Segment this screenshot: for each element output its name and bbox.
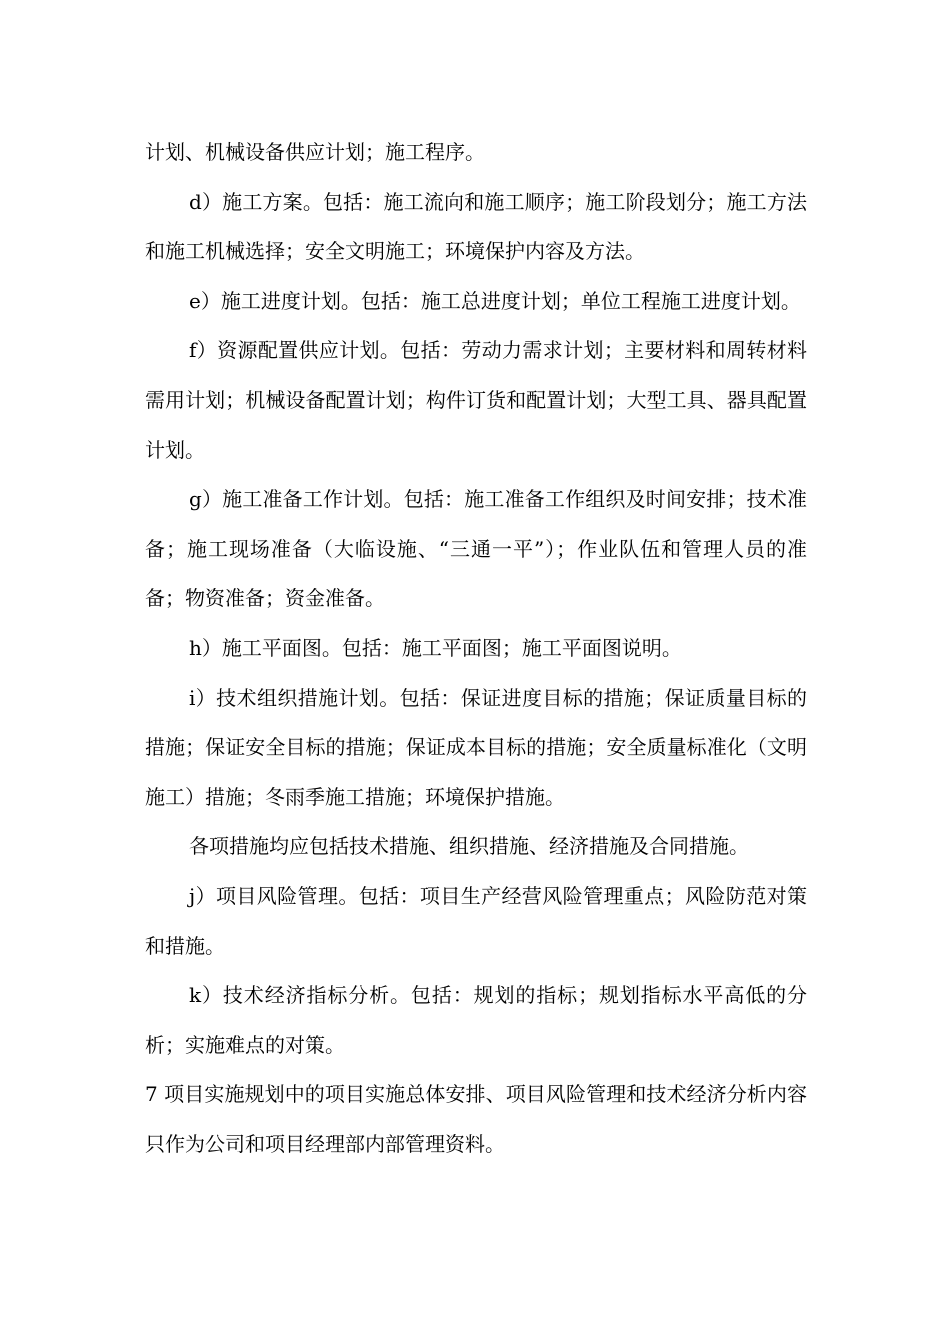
paragraph-item-k: k）技术经济指标分析。包括：规划的指标；规划指标水平高低的分析；实施难点的对策。: [145, 983, 807, 1057]
paragraph-item-e: e）施工进度计划。包括：施工总进度计划；单位工程施工进度计划。: [189, 288, 801, 313]
paragraph-item-d: d）施工方案。包括：施工流向和施工顺序；施工阶段划分；施工方法和施工机械选择；安全文明施工；环境保护内容及方法。: [145, 189, 807, 264]
paragraph-item-g: g）施工准备工作计划。包括：施工准备工作组织及时间安排；技术准备；施工现场准备（大临设施、“三通一平”）；作业队伍和管理人员的准备；物资准备；资金准备。: [145, 487, 807, 611]
paragraph-item-i: i）技术组织措施计划。包括：保证进度目标的措施；保证质量目标的措施；保证安全目标的措施；保证成本目标的措施；安全质量标准化（文明施工）措施；冬雨季施工措施；环境保护措施。: [145, 685, 807, 809]
paragraph-item-j: j）项目风险管理。包括：项目生产经营风险管理重点；风险防范对策和措施。: [145, 883, 807, 958]
paragraph-continuation: 计划、机械设备供应计划；施工程序。: [145, 140, 485, 164]
paragraph-item-f: f）资源配置供应计划。包括：劳动力需求计划；主要材料和周转材料需用计划；机械设备配置计划；构件订货和配置计划；大型工具、器具配置计划。: [145, 338, 807, 462]
paragraph-item-h: h）施工平面图。包括：施工平面图；施工平面图说明。: [189, 635, 682, 660]
paragraph-measures-note: 各项措施均应包括技术措施、组织措施、经济措施及合同措施。: [189, 834, 749, 859]
paragraph-clause-7: 7 项目实施规划中的项目实施总体安排、项目风险管理和技术经济分析内容只作为公司和项目经理部内部管理资料。: [145, 1082, 807, 1156]
document-body: [145, 128, 807, 1169]
